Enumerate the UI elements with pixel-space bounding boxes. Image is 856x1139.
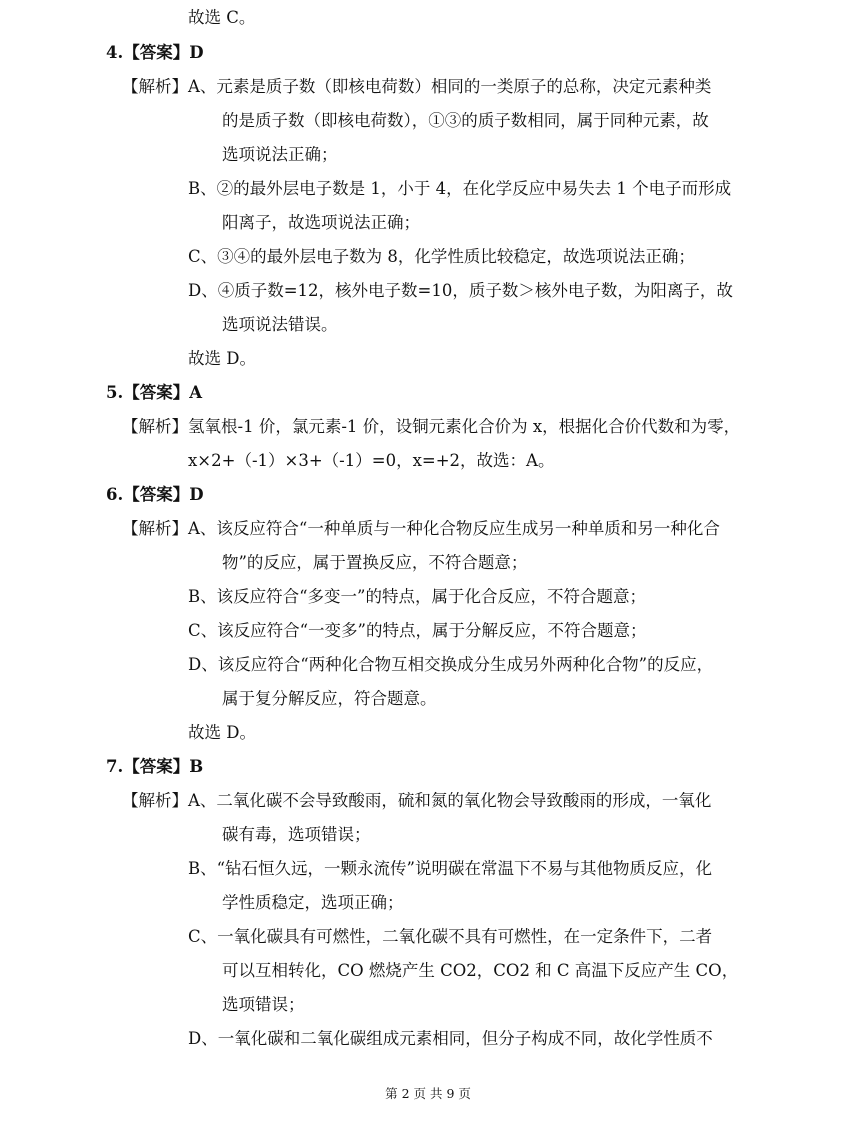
text-line: 选项说法错误。 [222, 315, 338, 334]
analysis-line: 【解析】A、该反应符合“一种单质与一种化合物反应生成另一种单质和另一种化合 [122, 519, 720, 538]
text-line: 选项错误； [222, 995, 305, 1014]
answer-heading-4: 4.【答案】D [106, 43, 204, 62]
analysis-line: 【解析】氢氧根-1 价，氯元素-1 价，设铜元素化合价为 x，根据化合价代数和为零， [122, 417, 741, 436]
answer-heading-7: 7.【答案】B [106, 757, 204, 776]
option-line: B、②的最外层电子数是 1，小于 4，在化学反应中易失去 1 个电子而形成 [188, 179, 732, 198]
answer-heading-5: 5.【答案】A [106, 383, 203, 402]
text-line: 故选 D。 [188, 723, 256, 742]
text-line: 选项说法正确； [222, 145, 338, 164]
text-line: 学性质稳定，选项正确； [222, 893, 404, 912]
text-line: 物”的反应，属于置换反应，不符合题意； [222, 553, 528, 572]
text-line: 可以互相转化，CO 燃烧产生 CO2，CO2 和 C 高温下反应产生 CO， [222, 961, 739, 980]
text-line: 的是质子数（即核电荷数），①③的质子数相同，属于同种元素，故 [222, 111, 709, 130]
option-line: D、④质子数=12，核外电子数=10，质子数＞核外电子数，为阳离子，故 [188, 281, 733, 300]
text-line: 碳有毒，选项错误； [222, 825, 371, 844]
option-line: C、一氧化碳具有可燃性，二氧化碳不具有可燃性，在一定条件下，二者 [188, 927, 713, 946]
option-line: B、该反应符合“多变一”的特点，属于化合反应，不符合题意； [188, 587, 646, 606]
option-line: D、一氧化碳和二氧化碳组成元素相同，但分子构成不同，故化学性质不 [188, 1029, 713, 1048]
text-line: 属于复分解反应，符合题意。 [222, 689, 437, 708]
text-line: 故选 D。 [188, 349, 256, 368]
option-line: C、该反应符合“一变多”的特点，属于分解反应，不符合题意； [188, 621, 647, 640]
option-line: C、③④的最外层电子数为 8，化学性质比较稳定，故选项说法正确； [188, 247, 695, 266]
text-line: x×2+（-1）×3+（-1）=0，x=+2，故选：A。 [188, 451, 555, 470]
analysis-line: 【解析】A、二氧化碳不会导致酸雨，硫和氮的氧化物会导致酸雨的形成，一氧化 [122, 791, 712, 810]
text-line: 阳离子，故选项说法正确； [222, 213, 420, 232]
option-line: D、该反应符合“两种化合物互相交换成分生成另外两种化合物”的反应， [188, 655, 714, 674]
text-line: 故选 C。 [188, 8, 256, 27]
option-line: B、“钻石恒久远，一颗永流传”说明碳在常温下不易与其他物质反应，化 [188, 859, 712, 878]
page-footer: 第 2 页 共 9 页 [385, 1086, 471, 1101]
answer-heading-6: 6.【答案】D [106, 485, 204, 504]
analysis-line: 【解析】A、元素是质子数（即核电荷数）相同的一类原子的总称，决定元素种类 [122, 77, 712, 96]
